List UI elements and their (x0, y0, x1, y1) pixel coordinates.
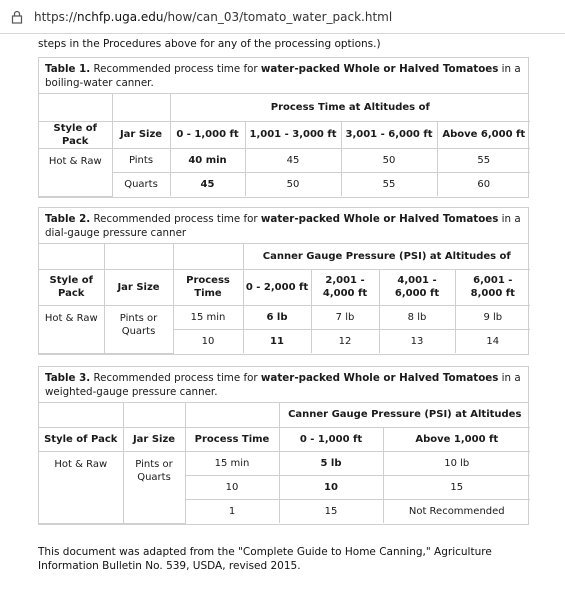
column-header: 6,001 - 8,000 ft (455, 269, 530, 305)
table-cell: 10 (173, 329, 243, 353)
table-cell: 45 (245, 148, 341, 172)
style-of-pack-cell: Hot & Raw (39, 148, 112, 196)
table-3-caption (39, 367, 528, 403)
table-cell: Not Recommended (383, 499, 530, 523)
table-cell: 45 (170, 172, 245, 196)
caption-bold: water-packed Whole or Halved Tomatoes (260, 213, 499, 225)
column-header: Style of Pack (39, 427, 123, 451)
table-cell: 5 lb (279, 451, 383, 475)
column-header: Process Time (173, 269, 243, 305)
column-header: Above 1,000 ft (383, 427, 530, 451)
table-cell: 15 (279, 499, 383, 523)
column-header: Process Time (185, 427, 279, 451)
table-2-label: Table 2. (45, 213, 91, 225)
caption-text: Recommended process time for (90, 372, 261, 384)
table-cell: 50 (245, 172, 341, 196)
table-cell: 9 lb (455, 305, 530, 329)
table-cell: 60 (437, 172, 530, 196)
table-cell: 15 min (173, 305, 243, 329)
table-cell: 8 lb (379, 305, 455, 329)
table-cell: Quarts (112, 172, 170, 196)
caption-text: in a weighted-gauge pressure canner. (45, 372, 521, 398)
table-3 (38, 366, 529, 525)
url-text[interactable] (34, 10, 392, 24)
address-bar[interactable] (0, 0, 565, 34)
table-1-label: Table 1. (45, 63, 91, 75)
column-header: 0 - 1,000 ft (170, 121, 245, 148)
column-header: 0 - 2,000 ft (243, 269, 311, 305)
table-cell: 10 lb (383, 451, 530, 475)
table-cell: 11 (243, 329, 311, 353)
jar-size-cell: Pints or Quarts (104, 305, 173, 353)
group-header: Canner Gauge Pressure (PSI) at Altitudes (279, 403, 530, 427)
table-cell: 1 (185, 499, 279, 523)
empty-cell (104, 244, 173, 269)
table-cell: 12 (311, 329, 379, 353)
caption-bold: water-packed Whole or Halved Tomatoes (260, 372, 499, 384)
column-header: 1,001 - 3,000 ft (245, 121, 341, 148)
table-cell: 55 (437, 148, 530, 172)
empty-cell (39, 94, 112, 121)
table-cell: 13 (379, 329, 455, 353)
url-path: /how/can_03/tomato_water_pack.html (163, 9, 393, 24)
table-2-grid (39, 244, 530, 354)
jar-size-cell: Pints or Quarts (123, 451, 185, 523)
table-cell: 40 min (170, 148, 245, 172)
caption-bold: water-packed Whole or Halved Tomatoes (260, 63, 499, 75)
table-cell: 10 (279, 475, 383, 499)
column-header: 3,001 - 6,000 ft (341, 121, 437, 148)
column-header: Style of Pack (39, 269, 104, 305)
footer-text: This document was adapted from the "Complete Guide to Home Canning," Agriculture Information Bulletin No. 539, USDA, revised 2015. (38, 546, 492, 572)
empty-cell (185, 403, 279, 427)
table-cell: 7 lb (311, 305, 379, 329)
table-cell: 15 min (185, 451, 279, 475)
table-1-caption (39, 58, 528, 94)
column-header: Above 6,000 ft (437, 121, 530, 148)
style-of-pack-cell: Hot & Raw (39, 451, 123, 523)
column-header: 2,001 - 4,000 ft (311, 269, 379, 305)
table-2 (38, 207, 529, 355)
table-cell: Pints (112, 148, 170, 172)
table-cell: 10 (185, 475, 279, 499)
group-header: Canner Gauge Pressure (PSI) at Altitudes of (243, 244, 530, 269)
caption-text: Recommended process time for (90, 213, 261, 225)
style-of-pack-cell: Hot & Raw (39, 305, 104, 353)
url-domain: nchfp.uga.edu (77, 9, 164, 24)
empty-cell (39, 244, 104, 269)
empty-cell (123, 403, 185, 427)
empty-cell (112, 94, 170, 121)
table-3-label: Table 3. (45, 372, 91, 384)
column-header: Style of Pack (39, 121, 112, 148)
lock-icon[interactable] (0, 0, 34, 34)
table-cell: 14 (455, 329, 530, 353)
table-2-caption (39, 208, 528, 244)
empty-cell (173, 244, 243, 269)
column-header: 4,001 - 6,000 ft (379, 269, 455, 305)
intro-text: steps in the Procedures above for any of the processing options.) (38, 38, 381, 50)
column-header: Jar Size (104, 269, 173, 305)
url-prefix: https:// (34, 9, 78, 24)
caption-text: in a boiling-water canner. (45, 63, 521, 89)
column-header: Jar Size (112, 121, 170, 148)
caption-text: Recommended process time for (90, 63, 261, 75)
column-header: 0 - 1,000 ft (279, 427, 383, 451)
column-header: Jar Size (123, 427, 185, 451)
table-cell: 50 (341, 148, 437, 172)
table-cell: 6 lb (243, 305, 311, 329)
empty-cell (39, 403, 123, 427)
table-cell: 15 (383, 475, 530, 499)
group-header: Process Time at Altitudes of (170, 94, 530, 121)
table-1-grid (39, 94, 530, 197)
table-1 (38, 57, 529, 198)
caption-text: in a dial-gauge pressure canner (45, 213, 521, 239)
table-3-grid (39, 403, 530, 524)
table-cell: 55 (341, 172, 437, 196)
